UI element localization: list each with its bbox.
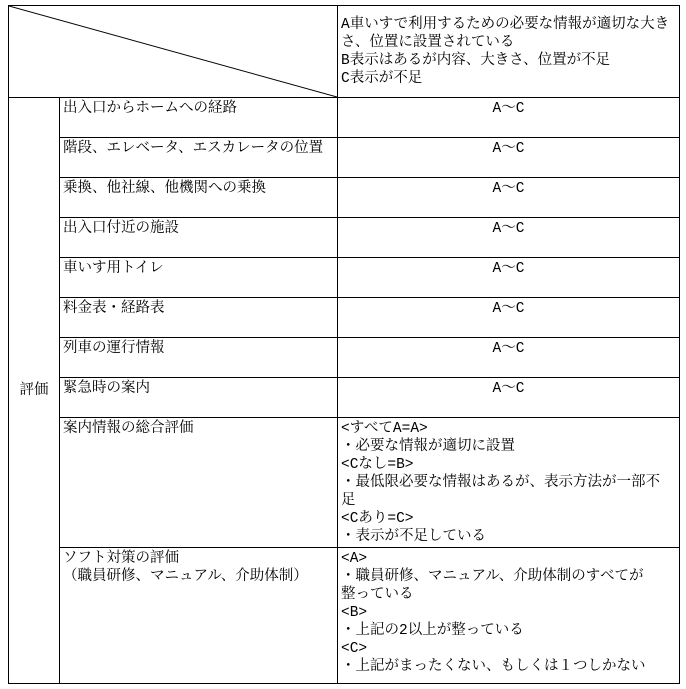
criteria-line: <A> [341,551,368,567]
criteria-line: <B> [341,605,368,621]
criteria-line: ・上記がまったくない、もしくは１つしかない [341,659,646,675]
item-label: 出入口付近の施設 [63,221,179,237]
item-cell [60,178,338,218]
table-row [9,98,680,138]
grade-cell [338,378,680,418]
criteria-line: <C> [341,641,368,657]
item-label: ソフト対策の評価 [63,551,179,567]
grade-value: A～C [492,301,525,317]
legend-line: B表示はあるが内容、大きさ、位置が不足 [341,52,611,69]
grade-value: A～C [492,101,525,117]
table-row [9,338,680,378]
table-row [9,548,680,684]
item-cell [60,218,338,258]
item-label: 車いす用トイレ [63,261,164,277]
grade-value: A～C [492,181,525,197]
item-cell [60,338,338,378]
row-group-label-cell [9,98,60,684]
legend-line: C表示が不足 [341,70,423,87]
legend-line: さ、位置に設置されている [341,34,515,51]
item-cell [60,418,338,548]
item-label: 乗換、他社線、他機関への乗換 [63,181,266,197]
item-cell [60,378,338,418]
grade-value: A～C [492,221,525,237]
item-label: 出入口からホームへの経路 [63,101,237,117]
grade-cell [338,178,680,218]
evaluation-table [8,5,680,684]
criteria-line: ・職員研修、マニュアル、介助体制のすべてが [341,569,644,585]
grade-value: A～C [492,141,525,157]
grade-criteria-cell [338,548,680,684]
grade-criteria-cell [338,418,680,548]
grade-value: A～C [492,341,525,357]
table-row [9,298,680,338]
criteria-line: <すべてA=A> [341,421,428,437]
item-sublabel: （職員研修、マニュアル、介助体制） [63,569,308,585]
criteria-line: 整っている [341,587,414,603]
table-row [9,178,680,218]
item-cell [60,98,338,138]
item-label: 料金表・経路表 [63,301,165,317]
criteria-line: <Cなし=B> [341,457,414,473]
criteria-line: ・表示が不足している [341,529,486,545]
grade-cell [338,338,680,378]
diagonal-line [9,6,337,97]
table-row [9,138,680,178]
grade-value: A～C [492,381,525,397]
item-cell [60,138,338,178]
legend-line: A車いすで利用するための必要な情報が適切な大き [341,16,670,33]
table-row [9,258,680,298]
criteria-line: 足 [341,493,356,509]
table-row [9,418,680,548]
item-label: 案内情報の総合評価 [63,421,194,437]
grade-value: A～C [492,261,525,277]
item-label: 階段、エレベータ、エスカレータの位置 [63,141,324,157]
grade-legend-cell [338,6,680,98]
item-cell [60,258,338,298]
criteria-line: ・必要な情報が適切に設置 [341,439,515,455]
item-label: 緊急時の案内 [63,381,150,397]
row-group-label: 評価 [19,382,49,399]
grade-cell [338,98,680,138]
table-row [9,378,680,418]
item-cell [60,298,338,338]
grade-cell [338,258,680,298]
item-cell [60,548,338,684]
grade-cell [338,138,680,178]
header-row [9,6,680,98]
diagonal-corner-cell [9,6,338,98]
table-row [9,218,680,258]
criteria-line: ・最低限必要な情報はあるが、表示方法が一部不 [341,475,660,491]
criteria-line: ・上記の2以上が整っている [341,623,524,639]
grade-cell [338,298,680,338]
item-label: 列車の運行情報 [63,341,165,357]
grade-cell [338,218,680,258]
criteria-line: <Cあり=C> [341,511,414,527]
